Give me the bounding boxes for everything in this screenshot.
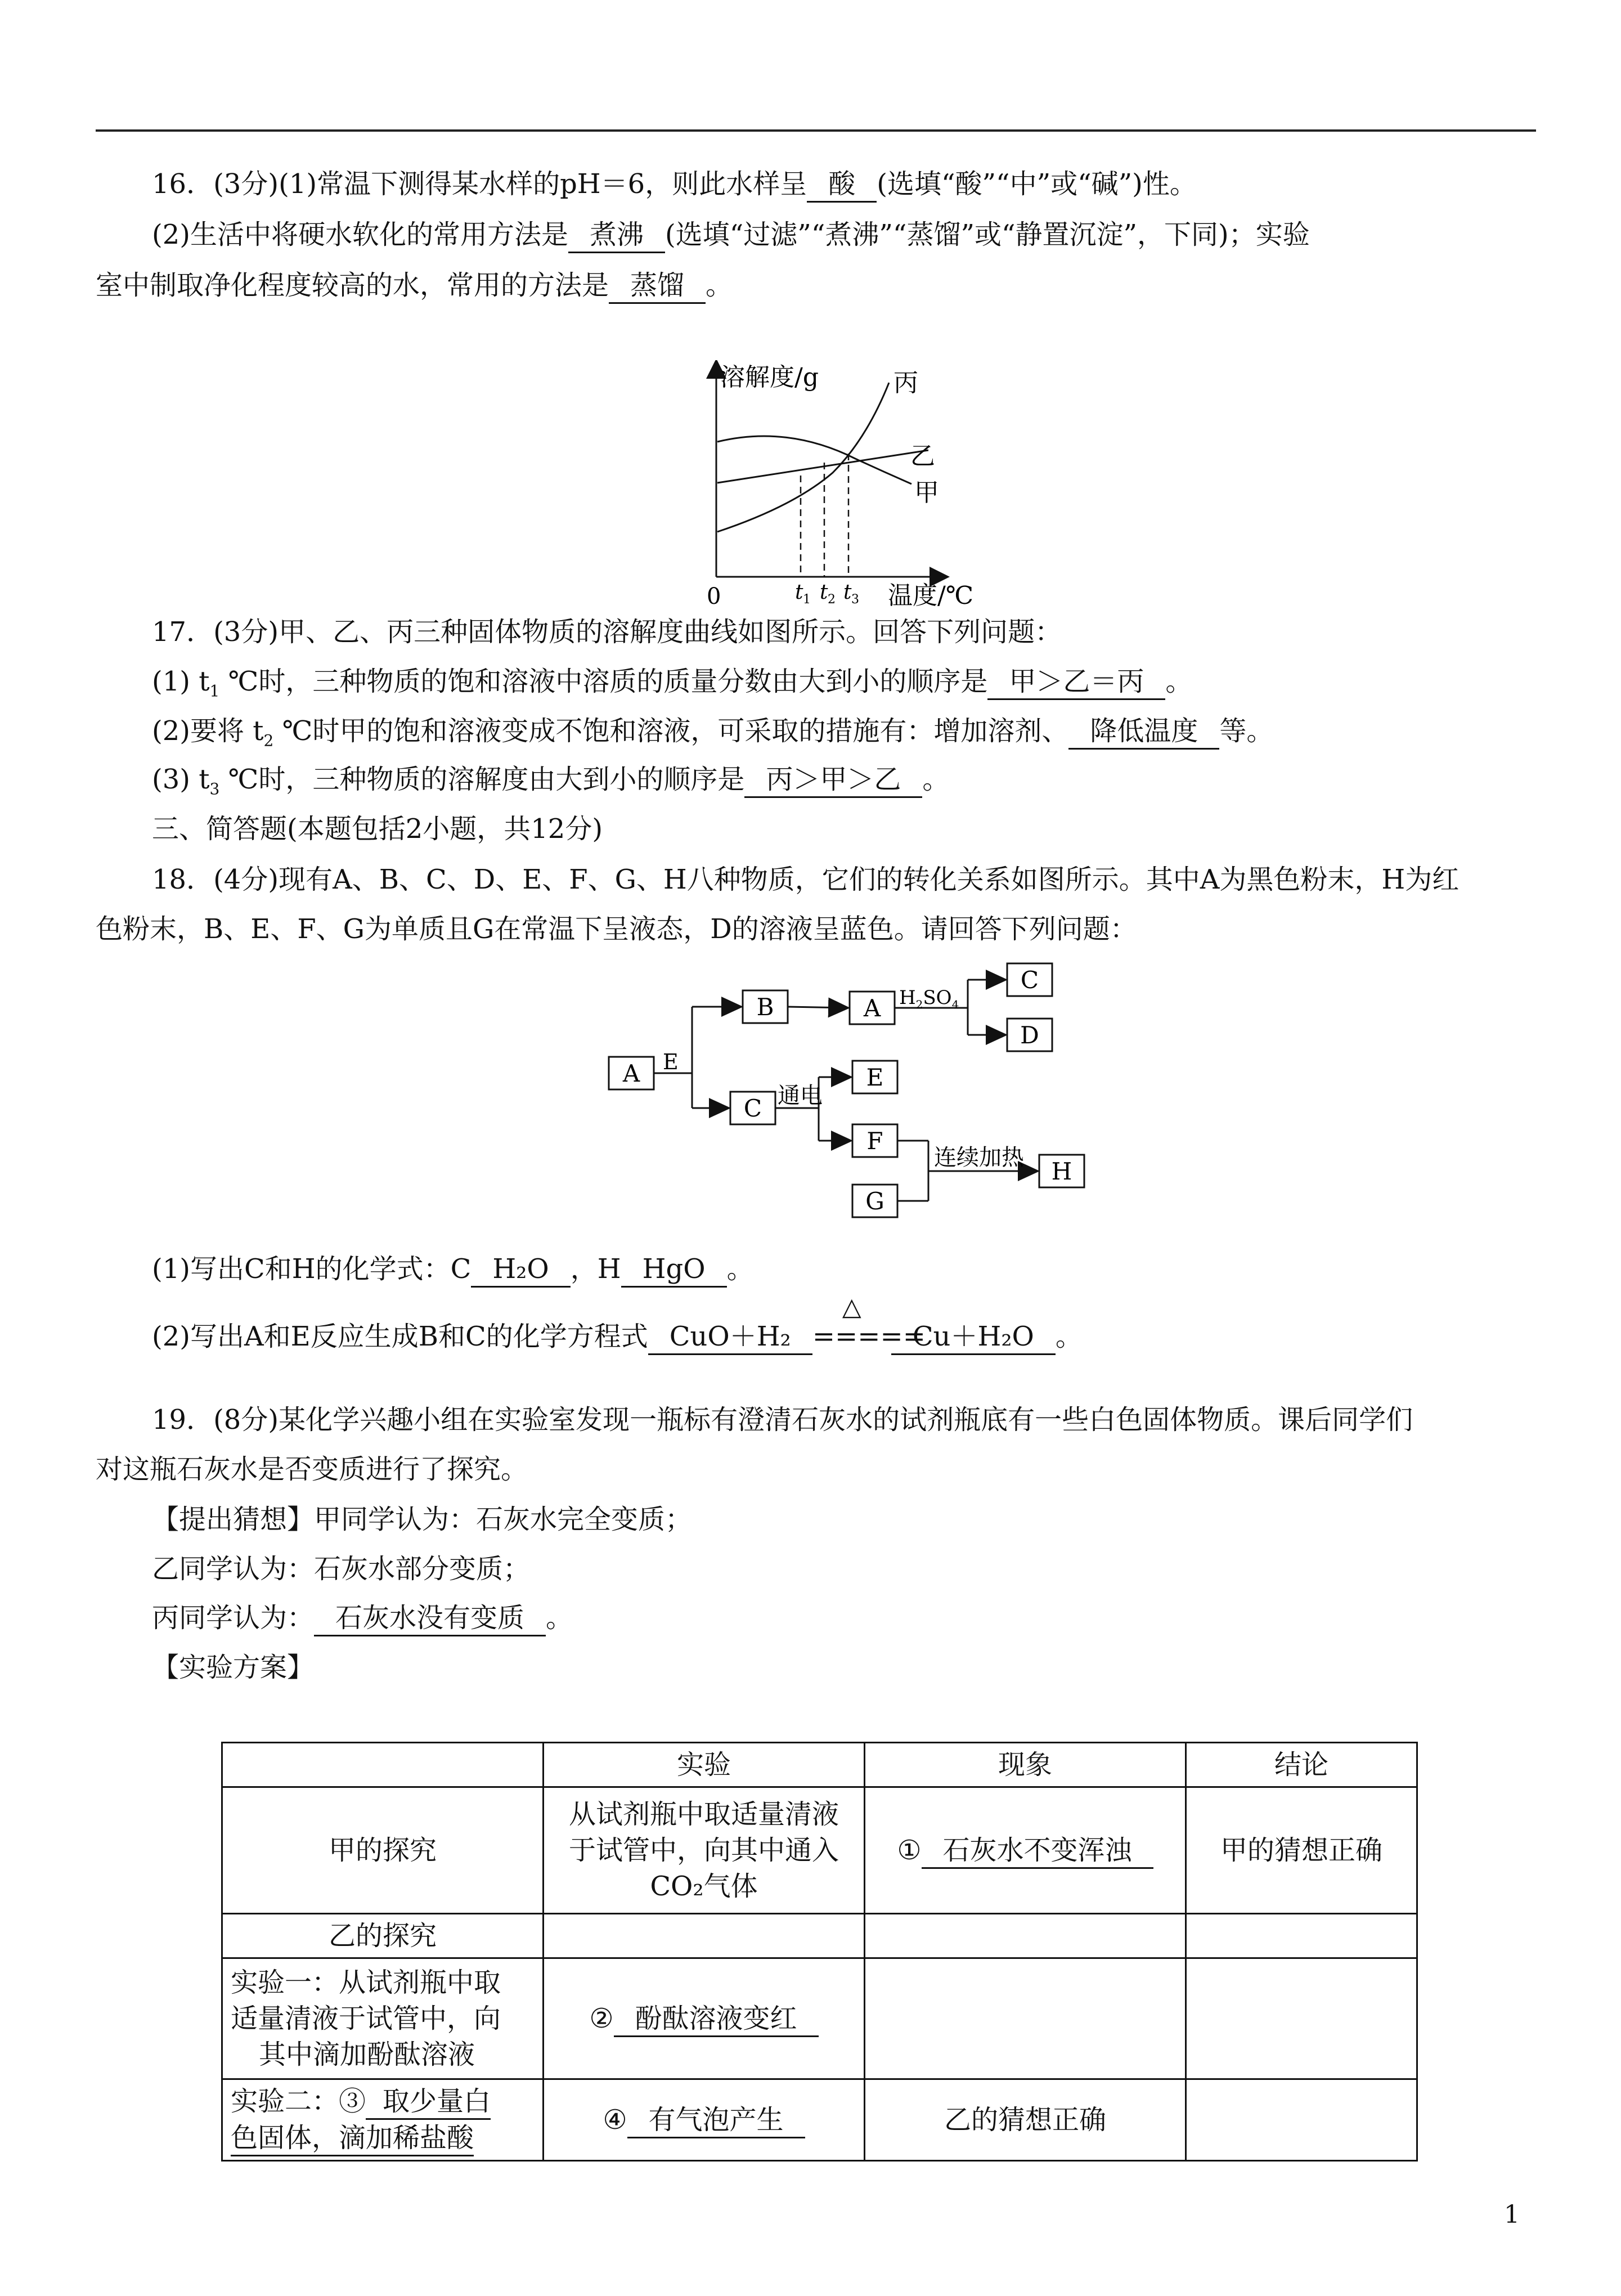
cell: [1186, 1958, 1417, 2079]
q16-text: (2)生活中将硬水软化的常用方法是: [152, 219, 568, 250]
section-three-heading: 三、简答题(本题包括2小题，共12分): [152, 813, 603, 845]
cell: [1186, 1914, 1417, 1958]
table-answer-4: 有气泡产生: [627, 2103, 805, 2138]
cell: 乙的探究: [222, 1914, 544, 1958]
q16-text: 室中制取净化程度较高的水，常用的方法是: [96, 270, 609, 301]
q17-part1: [152, 662, 1192, 711]
q19-line2: 对这瓶石灰水是否变质进行了探究。: [96, 1454, 528, 1485]
cell-text: ①: [897, 1834, 922, 1866]
q19-text: 丙同学认为：: [152, 1602, 315, 1634]
t1-sub: 1: [803, 593, 811, 607]
q17-text: 。: [922, 764, 950, 795]
q17-text: 等。: [1219, 715, 1274, 747]
node-b: B: [756, 993, 774, 1021]
q18-line1: 18．(4分)现有A、B、C、D、E、F、G、H八种物质，它们的转化关系如图所示。其中A为黑色粉末，H为红: [152, 864, 1460, 895]
q16-text: 。: [706, 270, 733, 301]
cell-text: 适量清液于试管中，向: [231, 2003, 501, 2034]
cell: [222, 2079, 544, 2161]
experiment-table: [221, 1742, 1418, 2162]
q17-text: ℃时甲的饱和溶液变成不饱和溶液，可采取的措施有：增加溶剂、: [273, 715, 1069, 747]
table-row: [222, 1914, 1417, 1958]
cell: 甲的猜想正确: [1186, 1787, 1417, 1914]
node-d: D: [1020, 1021, 1039, 1049]
node-c-top: C: [1020, 966, 1039, 994]
node-c: C: [743, 1095, 762, 1122]
header-cell: 现象: [865, 1743, 1186, 1787]
q19-line1: 19．(8分)某化学兴趣小组在实验室发现一瓶标有澄清石灰水的试剂瓶底有一些白色固体物质。课后同学们: [152, 1404, 1413, 1436]
q17-part2: [152, 711, 1273, 761]
table-header-row: [222, 1743, 1417, 1787]
cell: [544, 1958, 865, 2079]
q17-sub: 2: [263, 731, 274, 750]
q19-plan: 【实验方案】: [152, 1652, 315, 1683]
cell: [865, 1914, 1186, 1958]
label-yi: 乙: [910, 442, 935, 470]
q16-answer-3: 蒸馏: [609, 268, 706, 304]
origin-label: 0: [707, 584, 721, 608]
heat-symbol: △: [842, 1293, 861, 1321]
cell: [222, 1958, 544, 2079]
solubility-graph: [664, 360, 1058, 608]
q18-part1: [152, 1249, 754, 1289]
q17-sub: 3: [209, 779, 220, 799]
q18-text: (2)写出A和E反应生成B和C的化学方程式: [152, 1321, 648, 1352]
q17-sub: 1: [209, 681, 220, 701]
q19-yi: 乙同学认为：石灰水部分变质；: [152, 1553, 531, 1585]
q18-text: ，H: [570, 1253, 621, 1285]
q18-answer-c: H₂O: [471, 1252, 570, 1288]
arrow-label-e: E: [663, 1050, 679, 1074]
page-number: 1: [1504, 2200, 1520, 2229]
cell: [1186, 2079, 1417, 2161]
q16-line3: [96, 266, 733, 305]
table-answer-2: 酚酞溶液变红: [614, 2002, 819, 2037]
cell: [544, 2079, 865, 2161]
y-axis-label: 溶解度/g: [720, 363, 819, 392]
t2-label: t: [820, 581, 828, 604]
cell-text: 实验一：从试剂瓶中取: [231, 1967, 501, 1998]
node-h: H: [1051, 1158, 1072, 1185]
q17-text: (1) t: [152, 666, 210, 697]
table-answer-3a: 取少量白: [366, 2084, 491, 2120]
cell-text: ④: [603, 2104, 627, 2136]
curve-bing: [717, 383, 889, 532]
q17-part3: [152, 760, 949, 809]
header-cell: 实验: [544, 1743, 865, 1787]
q17-intro: 17．(3分)甲、乙、丙三种固体物质的溶解度曲线如图所示。回答下列问题：: [152, 616, 1062, 648]
table-row: [222, 1787, 1417, 1914]
q18-text: 。: [1055, 1321, 1083, 1352]
table-row: [222, 1958, 1417, 2079]
node-g: G: [865, 1187, 884, 1215]
q16-line2: [152, 215, 1310, 254]
t3-label: t: [843, 581, 852, 604]
cell: 乙的猜想正确: [865, 2079, 1186, 2161]
t1-label: t: [795, 581, 803, 604]
label-bing: 丙: [893, 369, 918, 397]
arrow-label-h2so4: $H_2SO_4$: [899, 986, 959, 1011]
q19-answer-bing: 石灰水没有变质: [314, 1601, 546, 1636]
q18-answer-eq-right: Cu＋H₂O: [891, 1320, 1056, 1355]
q16-line1: [152, 164, 1197, 204]
q18-line2: 色粉末，B、E、F、G为单质且G在常温下呈液态，D的溶液呈蓝色。请回答下列问题：: [96, 913, 1137, 945]
cell-text: 于试管中，向其中通入: [568, 1835, 839, 1866]
t2-sub: 2: [828, 593, 836, 607]
cell-text: ②: [589, 2002, 614, 2034]
q18-text: (1)写出C和H的化学式：C: [152, 1253, 472, 1285]
node-a2: A: [863, 994, 881, 1022]
q17-text: ℃时，三种物质的饱和溶液中溶质的质量分数由大到小的顺序是: [219, 666, 988, 697]
q17-answer-3: 丙＞甲＞乙: [744, 763, 922, 798]
conversion-diagram: [596, 957, 1125, 1244]
cell-text: 其中滴加酚酞溶液: [259, 2039, 475, 2070]
cell-text: 实验二：③: [231, 2086, 366, 2117]
q16-text: (选填“过滤”“煮沸”“蒸馏”或“静置沉淀”，下同)；实验: [665, 219, 1310, 250]
t3-sub: 3: [851, 593, 859, 607]
q19-text: 。: [546, 1602, 573, 1634]
q16-answer-1: 酸: [807, 167, 877, 203]
equals-sign: =====: [812, 1321, 926, 1352]
header-rule: [96, 129, 1536, 132]
arrow-label-electrolysis: 通电: [778, 1083, 823, 1109]
q18-text: 。: [726, 1253, 754, 1285]
node-a: A: [622, 1060, 640, 1087]
table-answer-3b: 色固体，滴加稀盐酸: [231, 2121, 474, 2156]
cell: [544, 1787, 865, 1914]
cell: [865, 1958, 1186, 2079]
q19-guess: 【提出猜想】甲同学认为：石灰水完全变质；: [152, 1504, 693, 1535]
cell-text: 从试剂瓶中取适量清液: [568, 1799, 839, 1830]
q17-answer-1: 甲＞乙＝丙: [987, 665, 1165, 700]
cell: [544, 1914, 865, 1958]
q17-text: ℃时，三种物质的溶解度由大到小的顺序是: [219, 764, 745, 795]
q18-answer-h: HgO: [621, 1252, 727, 1288]
node-f: F: [866, 1127, 883, 1155]
q17-text: 。: [1165, 666, 1193, 697]
cell: [865, 1787, 1186, 1914]
q17-text: (3) t: [152, 764, 210, 795]
equation-condition: [812, 1293, 926, 1356]
q17-text: (2)要将 t: [152, 715, 264, 747]
curve-jia: [717, 436, 911, 484]
header-cell: [222, 1743, 544, 1787]
node-e: E: [866, 1064, 884, 1091]
q17-answer-2: 降低温度: [1068, 714, 1219, 750]
q19-bing: [152, 1598, 573, 1638]
q18-part2: [152, 1293, 1083, 1356]
q18-answer-eq-left: CuO＋H₂: [648, 1320, 812, 1355]
q16-text: 16．(3分)(1)常温下测得某水样的pH＝6，则此水样呈: [152, 168, 807, 200]
arrow-label-heat: 连续加热: [934, 1145, 1024, 1171]
table-row: [222, 2079, 1417, 2161]
table-answer-1: 石灰水不变浑浊: [922, 1833, 1153, 1869]
q16-answer-2: 煮沸: [568, 218, 665, 253]
q16-text: (选填“酸”“中”或“碱”)性。: [877, 168, 1197, 200]
cell-text: CO₂气体: [650, 1871, 758, 1902]
cell: 甲的探究: [222, 1787, 544, 1914]
header-cell: 结论: [1186, 1743, 1417, 1787]
x-axis-label: 温度/℃: [888, 581, 974, 608]
label-jia: 甲: [914, 478, 939, 507]
